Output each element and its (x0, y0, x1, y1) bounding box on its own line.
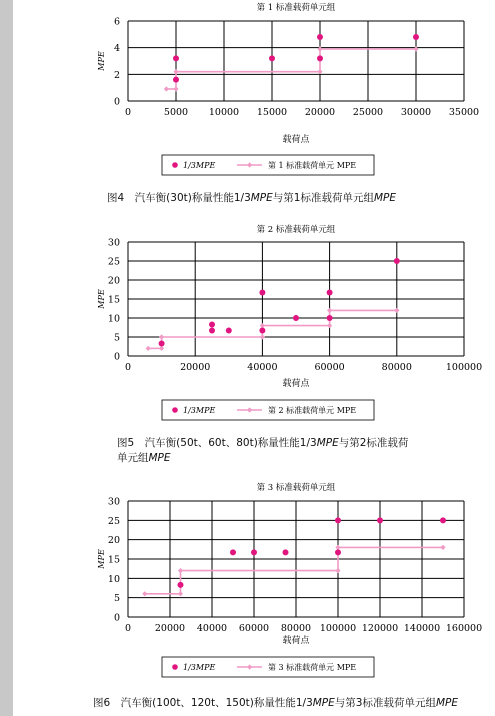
y-tick-label: 30 (107, 496, 120, 508)
data-point (269, 55, 275, 61)
x-tick-label: 60000 (238, 623, 270, 634)
caption-segment: 与第3标准载荷单元组 (334, 697, 436, 709)
caption-line (93, 696, 458, 711)
y-tick-label: 20 (107, 535, 120, 547)
y-tick-label: 4 (113, 43, 120, 55)
caption-segment: MPE (312, 697, 335, 709)
y-tick-label: 15 (107, 294, 120, 306)
x-tick-label: 25000 (352, 107, 384, 118)
legend-marker-points (172, 664, 178, 670)
step-line-marker (335, 568, 340, 573)
x-tick-label: 120000 (361, 623, 399, 634)
y-tick-label: 5 (113, 332, 120, 344)
legend-label-step: 第 2 标准载荷单元 MPE (268, 406, 357, 415)
caption-segment: 单元组 (117, 452, 149, 464)
x-tick-label: 160000 (445, 623, 483, 634)
data-point (173, 55, 179, 61)
step-line-marker (173, 69, 178, 74)
data-point (317, 34, 323, 40)
data-point (226, 328, 232, 334)
data-point (440, 517, 446, 523)
x-tick-label: 80000 (280, 623, 312, 634)
x-tick-label: 5000 (163, 107, 189, 118)
step-line-marker (142, 591, 147, 596)
step-line-marker (178, 568, 183, 573)
data-point (413, 34, 419, 40)
x-tick-label: 20000 (304, 107, 336, 118)
caption-line (107, 191, 396, 206)
data-point (159, 340, 165, 346)
chart-title: 第 2 标准载荷单元组 (256, 225, 336, 235)
data-point (327, 290, 333, 296)
x-tick-label: 35000 (448, 107, 480, 118)
y-tick-label: 10 (107, 313, 120, 325)
data-point (283, 549, 289, 555)
chart-title: 第 3 标准载荷单元组 (256, 483, 336, 493)
data-point (327, 315, 333, 321)
data-point (230, 549, 236, 555)
y-tick-label: 0 (113, 351, 120, 363)
x-axis-label: 载荷点 (282, 379, 310, 389)
x-tick-label: 0 (124, 623, 132, 634)
y-tick-label: 25 (107, 256, 120, 268)
x-tick-label: 0 (124, 107, 132, 118)
step-line-marker (173, 86, 178, 91)
data-point (209, 328, 215, 334)
y-axis-label: MPE (97, 549, 106, 569)
legend-label-step: 第 3 标准载荷单元 MPE (268, 663, 357, 672)
data-point (259, 328, 265, 334)
caption-line (117, 436, 408, 451)
data-point (335, 549, 341, 555)
step-line-marker (317, 69, 322, 74)
step-line-marker (260, 323, 265, 328)
legend-label-step: 第 1 标准载荷单元 MPE (268, 161, 357, 170)
caption-segment: 与第2标准载荷 (338, 437, 409, 449)
y-tick-label: 2 (113, 69, 120, 81)
data-point (209, 321, 215, 327)
x-tick-label: 80000 (381, 362, 412, 373)
caption-segment: MPE (250, 192, 273, 204)
x-tick-label: 20000 (180, 362, 211, 373)
caption-segment: MPE (148, 452, 171, 464)
step-line-marker (327, 323, 332, 328)
y-axis-label: MPE (97, 289, 106, 309)
x-axis-label: 载荷点 (282, 135, 310, 145)
step-line-marker (394, 308, 399, 313)
step-line-marker (164, 86, 169, 91)
x-tick-label: 60000 (314, 362, 345, 373)
caption-line (117, 451, 408, 466)
x-tick-label: 40000 (247, 362, 278, 373)
data-point (335, 517, 341, 523)
x-tick-label: 0 (124, 362, 132, 373)
caption-segment: 图4 汽车衡(30t)称量性能1/3 (107, 192, 251, 204)
y-tick-label: 20 (107, 275, 120, 287)
x-tick-label: 100000 (319, 623, 357, 634)
x-tick-label: 30000 (400, 107, 432, 118)
y-axis-label: MPE (97, 51, 106, 71)
legend-label-points: 1/3MPE (183, 663, 216, 672)
y-tick-label: 15 (107, 554, 120, 566)
data-point (377, 517, 383, 523)
step-line-marker (440, 545, 445, 550)
step-line-marker (327, 308, 332, 313)
step-line-marker (159, 346, 164, 351)
data-point (259, 290, 265, 296)
step-line-marker (178, 591, 183, 596)
x-tick-label: 100000 (445, 362, 483, 373)
chart-panel-2 (97, 224, 482, 420)
figure-caption-4 (107, 191, 396, 206)
x-axis-label: 载荷点 (282, 636, 310, 646)
legend-label-points: 1/3MPE (183, 161, 216, 170)
y-tick-label: 10 (107, 573, 120, 585)
caption-segment: MPE (435, 697, 458, 709)
caption-segment: 与第1标准载荷单元组 (272, 192, 374, 204)
figure-caption-6 (93, 696, 458, 711)
step-line-marker (260, 334, 265, 339)
y-tick-label: 0 (113, 612, 120, 624)
x-tick-label: 15000 (256, 107, 288, 118)
caption-segment: 图5 汽车衡(50t、60t、80t)称量性能1/3 (117, 437, 317, 449)
x-tick-label: 140000 (403, 623, 441, 634)
chart-panel-3 (97, 482, 482, 677)
x-tick-label: 20000 (154, 623, 186, 634)
caption-segment: MPE (316, 437, 339, 449)
y-tick-label: 5 (113, 593, 120, 605)
data-point (394, 258, 400, 264)
chart-panel-1 (97, 2, 479, 175)
data-point (317, 55, 323, 61)
step-line-marker (335, 545, 340, 550)
step-line-marker (159, 334, 164, 339)
data-point (251, 549, 257, 555)
legend-marker-points (172, 162, 178, 168)
caption-segment: MPE (373, 192, 396, 204)
legend-marker-points (172, 407, 178, 413)
data-point (178, 582, 184, 588)
chart-title: 第 1 标准载荷单元组 (256, 3, 336, 13)
y-tick-label: 0 (113, 96, 120, 108)
y-tick-label: 6 (113, 16, 120, 28)
caption-segment: 图6 汽车衡(100t、120t、150t)称量性能1/3 (93, 697, 313, 709)
data-point (173, 77, 179, 83)
x-tick-label: 40000 (196, 623, 228, 634)
y-tick-label: 25 (107, 515, 120, 527)
figure-caption-5 (117, 436, 408, 466)
x-tick-label: 10000 (208, 107, 240, 118)
step-line-marker (146, 346, 151, 351)
legend-label-points: 1/3MPE (183, 406, 216, 415)
y-tick-label: 30 (107, 237, 120, 249)
data-point (293, 315, 299, 321)
